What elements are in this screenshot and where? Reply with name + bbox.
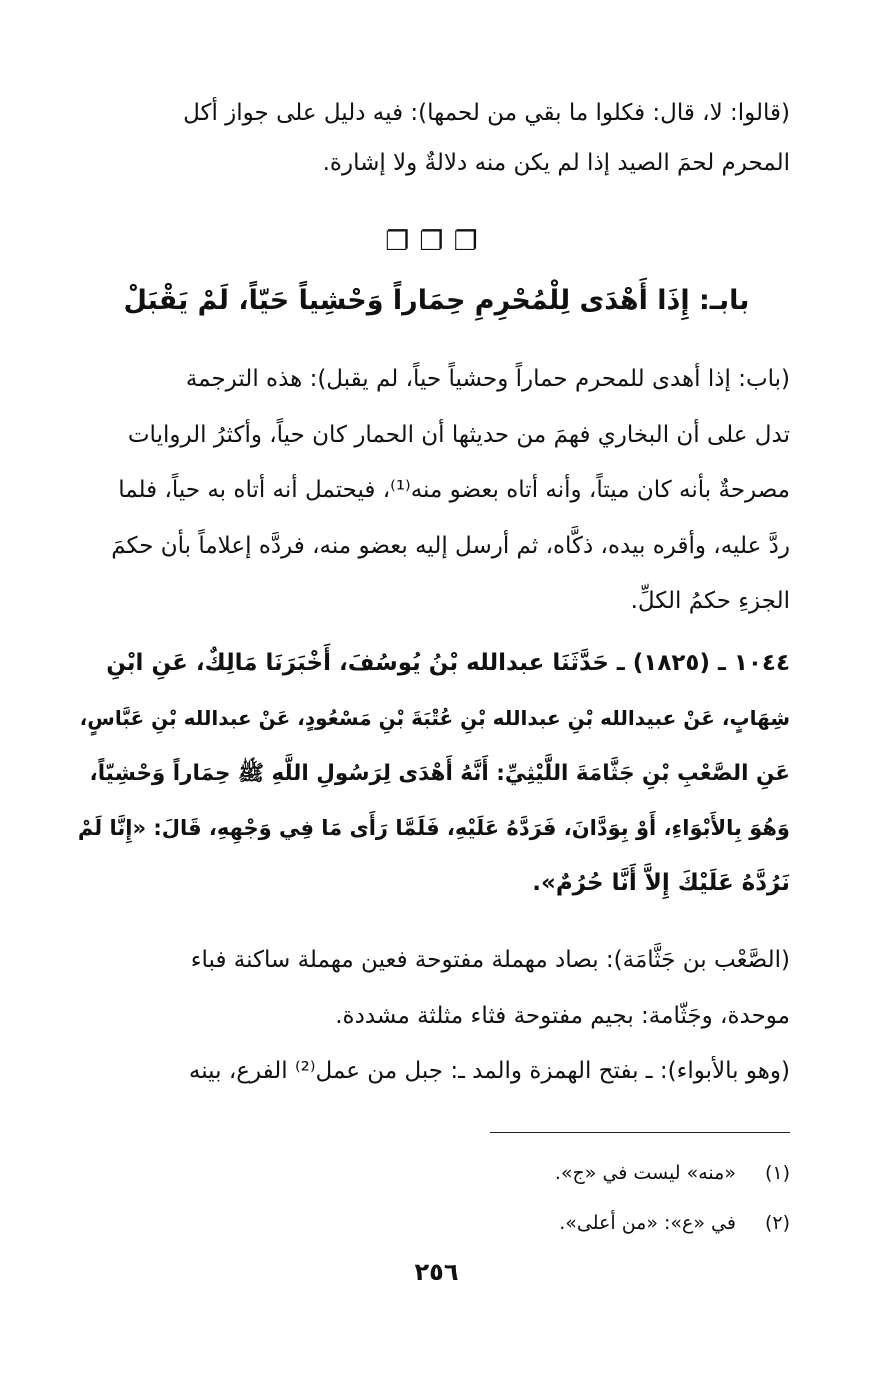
intro-paragraph [78, 88, 790, 188]
text-line: عَنِ الصَّعْبِ بْنِ جَثَّامَةَ اللَّيْثِيِّ: أَنَّهُ أَهْدَى لِرَسُولِ اللَّهِ ﷺ حِمَاراً وَحْشِيّاً، [89, 761, 790, 786]
text-line: المحرم لحمَ الصيد إذا لم يكن منه دلالةٌ ولا إشارة. [322, 150, 790, 176]
text-line: موحدة، وجَثّامة: بجيم مفتوحة فثاء مثلثة مشددة. [335, 1003, 790, 1029]
section-separator: ❐❐❐ [385, 226, 488, 257]
footnote [78, 1148, 790, 1198]
note-paragraph-sab [78, 932, 790, 1044]
text-line: (باب: إذا أهدى للمحرم حماراً وحشياً حياً، لم يقبل): هذه الترجمة [185, 366, 790, 392]
text-line: شِهَابٍ، عَنْ عبيدالله بْنِ عبدالله بْنِ عُتْبَةَ بْنِ مَسْعُودٍ، عَنْ عبدالله بْنِ عَبَّاسٍ، [79, 706, 790, 730]
text-line: (الصَّعْب بن جَثَّامَة): بصاد مهملة مفتوحة فعين مهملة ساكنة فباء [190, 947, 790, 973]
page-number: ٢٥٦ [414, 1258, 459, 1286]
footnote [78, 1198, 790, 1248]
text-line: ١٠٤٤ ـ (١٨٢٥) ـ حَدَّثَنَا عبدالله بْنُ يُوسُفَ، أَخْبَرَنَا مَالِكٌ، عَنِ ابْنِ [106, 650, 790, 676]
text-line: ردَّ عليه، وأقره بيده، ذكَّاه، ثم أرسل إليه بعضو منه، فردَّه إعلاماً بأن حكمَ [111, 532, 790, 559]
text-line: الجزءِ حكمُ الكلِّ. [630, 588, 790, 614]
chapter-title: بابـ: إِذَا أَهْدَى لِلْمُحْرِمِ حِمَاراً وَحْشِياً حَيّاً، لَمْ يَقْبَلْ [123, 285, 750, 316]
footnote-text: في «ع»: «من أعلى». [559, 1212, 736, 1234]
commentary-paragraph [78, 352, 790, 630]
text-line: (وهو بالأبواء): ـ بفتح الهمزة والمد ـ: جبل من عمل⁽²⁾ الفرع، بينه [188, 1058, 790, 1084]
footnotes [78, 1148, 790, 1248]
text-line: نَرُدَّهُ عَلَيْكَ إِلاَّ أَنَّا حُرُمٌ». [532, 870, 790, 896]
text-line: وَهُوَ بِالأَبْوَاءِ، أَوْ بِوَدَّانَ، فَرَدَّهُ عَلَيْهِ، فَلَمَّا رَأَى مَا فِي وَجْهِهِ، قَالَ: «إِنَّا لَمْ [77, 816, 790, 840]
text-line: مصرحةٌ بأنه كان ميتاً، وأنه أتاه بعضو منه⁽¹⁾، فيحتمل أنه أتاه به حياً، فلما [118, 477, 790, 503]
footnote-number: (١) [764, 1162, 790, 1184]
footnote-number: (٢) [764, 1212, 790, 1234]
footnote-divider [490, 1132, 790, 1133]
text-line: تدل على أن البخاري فهمَ من حديثها أن الحمار كان حياً، وأكثرُ الروايات [127, 421, 790, 448]
text-line: (قالوا: لا، قال: فكلوا ما بقي من لحمها): فيه دليل على جواز أكل [183, 100, 790, 126]
hadith-paragraph [78, 636, 790, 911]
note-paragraph-abwa [78, 1048, 790, 1094]
footnote-text: «منه» ليست في «ج». [554, 1162, 736, 1184]
